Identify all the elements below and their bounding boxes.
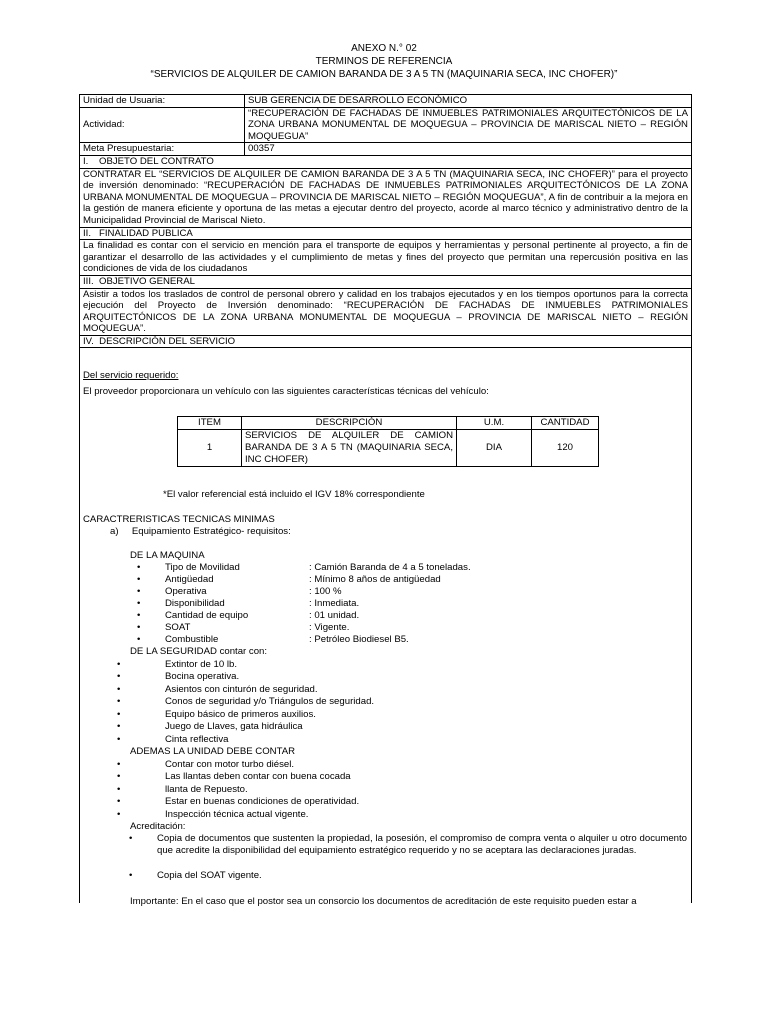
service-intro: El proveedor proporcionara un vehículo con las siguientes características técnicas del vehículo: [83, 386, 489, 398]
section-objeto-text: CONTRATAR EL “SERVICIOS DE ALQUILER DE CAMION BARANDA DE 3 A 5 TN (MAQUINARIA SECA, INC CHOFER)” para el proyecto de inversión denominado: “RECUPERACIÓN DE FACHADAS DE INMUEBLES PATRIMONIALES ARQUITECTÓNICOS DE LA ZONA URBANA MONUMENTAL DE MOQUEGUA – PROVINCIA DE MARISCAL NIETO – REGIÓN MOQUEGUA”, A fin de contribuir a la mejora en la gestión de manera eficiente y oportuna de las metas a ejecutar dentro del proyecto, acorde al marco técnico y administrativo dentro de la Municipalidad Provincial de Mariscal Nieto. [80, 168, 692, 227]
service-subtitle: Del servicio requerido: [83, 370, 179, 382]
list-item: llanta de Repuesto. [165, 784, 248, 796]
meta-value: 00357 [245, 143, 692, 156]
list-item: Cinta reflectiva [165, 734, 229, 746]
unidad-label: Unidad de Usuaria: [80, 95, 245, 108]
equip-title: a) Equipamiento Estratégico- requisitos: [110, 526, 291, 538]
seguridad-title: DE LA SEGURIDAD contar con: [130, 646, 268, 658]
importante-note: Importante: En el caso que el postor sea un consorcio los documentos de acreditación de este requisito pueden estar a [130, 896, 637, 908]
actividad-value: “RECUPERACIÓN DE FACHADAS DE INMUEBLES PATRIMONIALES ARQUITECTÓNICOS DE LA ZONA URBANA MONUMENTAL DE MOQUEGUA – PROVINCIA DE MARISCAL NIETO – REGIÓN MOQUEGUA” [245, 107, 692, 143]
section-objetivo-text: Asistir a todos los traslados de control de personal obrero y calidad en los trabajos ejecutados y en los tiempos oportunos para la correcta ejecución del Proyecto de Inversión denominado: “RECUPERACIÓN DE FACHADAS DE INMUEBLES PATRIMONIALES ARQUITECTÓNICOS DE LA ZONA URBANA MONUMENTAL DE MOQUEGUA – PROVINCIA DE MARISCAL NIETO – REGIÓN MOQUEGUA”. [80, 288, 692, 335]
igv-note: *El valor referencial está incluido el IGV 18% correspondiente [163, 489, 425, 501]
col-header-um: U.M. [457, 417, 532, 430]
terms-table [79, 94, 692, 908]
acreditacion-title: Acreditación: [130, 821, 186, 833]
list-item: Operativa : 100 % [165, 586, 342, 598]
cell-cantidad: 120 [532, 430, 599, 467]
list-item: Juego de Llaves, gata hidráulica [165, 721, 303, 733]
annex-title: ANEXO N.° 02 [351, 43, 417, 54]
service-items-table [177, 416, 599, 467]
meta-label: Meta Presupuestaria: [80, 143, 245, 156]
service-description-body [80, 348, 692, 908]
section-objeto-title: I. OBJETO DEL CONTRATO [80, 155, 692, 168]
table-row [178, 430, 599, 467]
list-item: Disponibilidad : Inmediata. [165, 598, 360, 610]
list-item: Estar en buenas condiciones de operatividad. [165, 796, 360, 808]
list-item: Equipo básico de primeros auxilios. [165, 709, 316, 721]
cell-descripcion: SERVICIOS DE ALQUILER DE CAMION BARANDA DE 3 A 5 TN (MAQUINARIA SECA, INC CHOFER) [242, 430, 457, 467]
cell-um: DIA [457, 430, 532, 467]
list-item: Asientos con cinturón de seguridad. [165, 684, 318, 696]
actividad-label: Actividad: [80, 107, 245, 143]
col-header-descripcion: DESCRIPCIÓN [242, 417, 457, 430]
list-item: Copia de documentos que sustenten la propiedad, la posesión, el compromiso de compra venta o alquiler u otro documento que acredite la disponibilidad del equipamiento estratégico requerido y no se aceptara las declaraciones juradas. [157, 833, 687, 857]
unidad-value: SUB GERENCIA DE DESARROLLO ECONÓMICO [245, 95, 692, 108]
section-finalidad-title: II. FINALIDAD PUBLICA [80, 227, 692, 240]
list-item: Copia del SOAT vigente. [157, 870, 262, 882]
section-objetivo-title: III. OBJETIVO GENERAL [80, 275, 692, 288]
col-header-cantidad: CANTIDAD [532, 417, 599, 430]
list-item: Extintor de 10 lb. [165, 659, 237, 671]
list-item: Antigüedad : Mínimo 8 años de antigüedad [165, 574, 441, 586]
cell-item: 1 [178, 430, 242, 467]
list-item: Tipo de Movilidad : Camión Baranda de 4 a 5 toneladas. [165, 562, 471, 574]
list-item: Cantidad de equipo : 01 unidad. [165, 610, 360, 622]
list-item: Las llantas deben contar con buena cocada [165, 771, 351, 783]
unidad-title: ADEMAS LA UNIDAD DEBE CONTAR [130, 746, 296, 758]
section-descripcion-title: IV. DESCRIPCIÓN DEL SERVICIO [80, 335, 692, 348]
list-item: Conos de seguridad y/o Triángulos de seguridad. [165, 696, 375, 708]
caract-title: CARACTRERISTICAS TECNICAS MINIMAS [83, 514, 275, 526]
list-item: Bocina operativa. [165, 671, 240, 683]
list-item: Inspección técnica actual vigente. [165, 809, 309, 821]
col-header-item: ITEM [178, 417, 242, 430]
service-title: “SERVICIOS DE ALQUILER DE CAMION BARANDA DE 3 A 5 TN (MAQUINARIA SECA, INC CHOFER)” [150, 69, 618, 80]
maquina-title: DE LA MAQUINA [130, 550, 205, 562]
list-item: Combustible : Petróleo Biodiesel B5. [165, 634, 409, 646]
section-finalidad-text: La finalidad es contar con el servicio en mención para el transporte de equipos y herramientas y personal pertinente al proyecto, a fin de garantizar el desarrollo de las actividades y el cumplimiento de metas y fines del proyecto que permitan una repercusión positiva en las condiciones de vida de los ciudadanos [80, 240, 692, 276]
list-item: SOAT : Vigente. [165, 622, 350, 634]
list-item: Contar con motor turbo diésel. [165, 759, 295, 771]
document-title: TERMINOS DE REFERENCIA [315, 56, 453, 67]
